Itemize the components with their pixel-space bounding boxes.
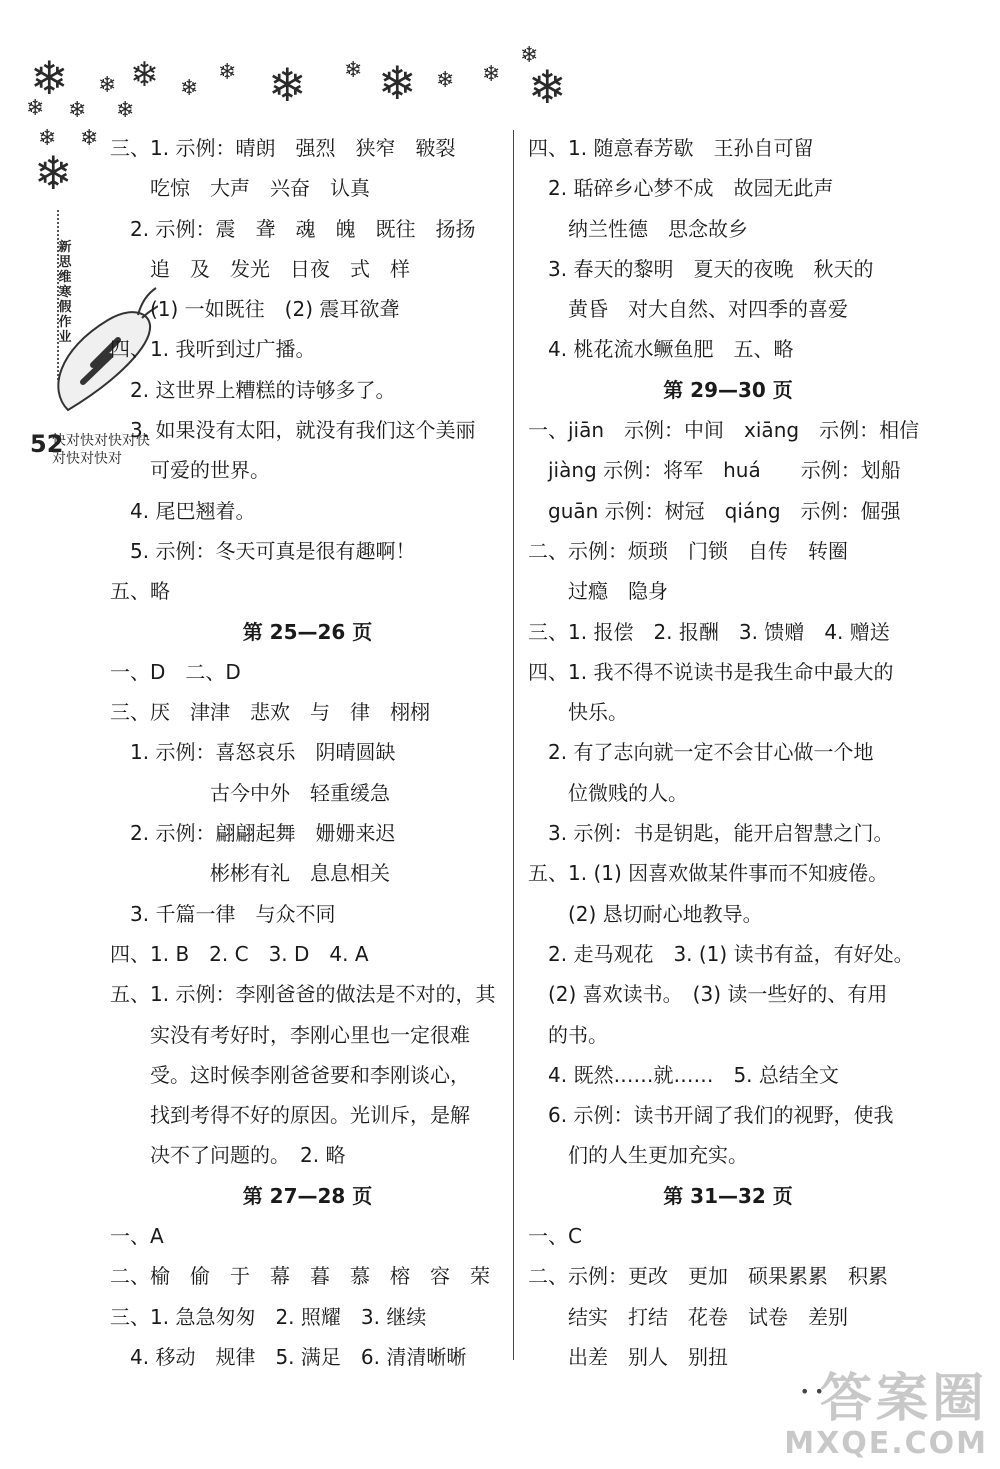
answer-line: 2. 聒碎乡心梦不成 故园无此声 [528, 176, 834, 201]
answer-line: 快乐。 [528, 700, 628, 725]
answer-line: 一、D 二、D [110, 659, 241, 684]
section-heading: 第 31—32 页 [663, 1183, 793, 1208]
answer-line: 二、榆 偷 于 幕 暮 慕 榕 容 荣 [110, 1264, 490, 1289]
snowflake-icon: ❄ [116, 98, 135, 123]
answer-line: 3. 如果没有太阳，就没有我们这个美丽 [110, 418, 476, 443]
answer-line: 4. 桃花流水鳜鱼肥 五、略 [528, 337, 794, 362]
answer-line: 一、C [528, 1224, 582, 1249]
answer-line: 可爱的世界。 [110, 458, 270, 483]
answer-line: 纳兰性德 思念故乡 [528, 216, 748, 241]
answer-line: 彬彬有礼 息息相关 [110, 861, 390, 886]
answer-line: 追 及 发光 日夜 式 样 [110, 256, 410, 281]
answer-line: 二、示例：烦琐 门锁 自传 转圈 [528, 538, 848, 563]
section-heading: 第 29—30 页 [663, 377, 793, 402]
watermark-logo: 答案圈 [819, 1369, 988, 1429]
answer-line: 4. 既然……就…… 5. 总结全文 [528, 1062, 839, 1087]
right-answer-column [528, 128, 928, 1377]
snowflake-icon: ❄ [80, 126, 99, 151]
answer-line: 4. 移动 规律 5. 满足 6. 清清晰晰 [110, 1344, 467, 1369]
snowflake-icon: ❄ [34, 146, 73, 200]
snowflake-icon: ❄ [482, 62, 501, 87]
answer-line: 四、1. B 2. C 3. D 4. A [110, 941, 369, 966]
snowflake-icon: ❄ [344, 58, 363, 83]
answer-line: 五、1. 示例：李刚爸爸的做法是不对的，其 [110, 982, 496, 1007]
answer-line: guān 示例：树冠 qiáng 示例：倔强 [528, 498, 901, 523]
answer-line: 四、1. 我不得不说读书是我生命中最大的 [528, 659, 894, 684]
answer-line: 找到考得不好的原因。光训斥，是解 [110, 1103, 470, 1128]
answer-line: 受。这时候李刚爸爸要和李刚谈心， [110, 1062, 470, 1087]
section-heading: 第 27—28 页 [242, 1183, 373, 1208]
answer-line: 决不了问题的。 2. 略 [110, 1143, 346, 1168]
watermark-url: MXQE.COM [784, 1426, 988, 1461]
watermark [784, 1371, 988, 1461]
page-number: 52 [30, 430, 64, 458]
answer-line: 5. 示例：冬天可真是很有趣啊！ [110, 538, 416, 563]
answer-line: (1) 一如既往 (2) 震耳欲聋 [110, 297, 400, 322]
section-heading: 第 25—26 页 [242, 619, 373, 644]
answer-line: 2. 示例：翩翩起舞 姗姗来迟 [110, 821, 396, 846]
answer-line: 2. 有了志向就一定不会甘心做一个地 [528, 740, 874, 765]
left-answer-column [110, 128, 505, 1377]
snowflake-icon: ❄ [218, 60, 237, 85]
answer-line: 二、示例：更改 更加 硕果累累 积累 [528, 1264, 888, 1289]
answer-line: 三、1. 报偿 2. 报酬 3. 馈赠 4. 赠送 [528, 619, 890, 644]
answer-line: 3. 示例：书是钥匙，能开启智慧之门。 [528, 821, 894, 846]
answer-line: 三、厌 津津 悲欢 与 律 栩栩 [110, 700, 430, 725]
answer-line: 实没有考好时，李刚心里也一定很难 [110, 1022, 470, 1047]
snowflake-icon: ❄ [436, 68, 455, 93]
snowflake-icon: ❄ [38, 126, 57, 151]
answer-line: 三、1. 示例：晴朗 强烈 狭窄 皲裂 [110, 136, 456, 160]
answer-line: jiàng 示例：将军 huá 示例：划船 [528, 458, 901, 483]
answer-line: 3. 千篇一律 与众不同 [110, 901, 336, 926]
answer-line: 五、1. (1) 因喜欢做某件事而不知疲倦。 [528, 861, 889, 886]
answer-line: 的书。 [528, 1022, 608, 1047]
answer-line: 过瘾 隐身 [528, 579, 668, 604]
answer-line: 四、1. 我听到过广播。 [110, 337, 316, 362]
answer-line: 结实 打结 花卷 试卷 差别 [528, 1304, 848, 1329]
answer-line: 6. 示例：读书开阔了我们的视野，使我 [528, 1103, 894, 1128]
snowflake-icon: ❄ [528, 60, 567, 114]
answer-line: 们的人生更加充实。 [528, 1143, 748, 1168]
snowflake-icon: ❄ [68, 98, 87, 123]
column-divider [513, 130, 514, 1360]
snowflake-icon: ❄ [378, 56, 417, 110]
snowflake-icon: ❄ [268, 58, 307, 112]
answer-line: (2) 恳切耐心地教导。 [528, 901, 763, 926]
decorative-dots: • • [800, 1382, 824, 1401]
answer-line: 3. 春天的黎明 夏天的夜晚 秋天的 [528, 256, 874, 281]
answer-line: 2. 示例：震 聋 魂 魄 既往 扬扬 [110, 216, 476, 241]
answer-line: 古今中外 轻重缓急 [110, 780, 390, 805]
snowflake-icon: ❄ [180, 76, 199, 101]
answer-line: 吃惊 大声 兴奋 认真 [110, 176, 370, 201]
answer-line: 4. 尾巴翘着。 [110, 498, 256, 523]
answer-line: 一、jiān 示例：中间 xiāng 示例：相信 [528, 418, 920, 443]
answer-line: 三、1. 急急匆匆 2. 照耀 3. 继续 [110, 1304, 427, 1329]
sidebar-slogan: 快对快对快对快对快对快对 [52, 433, 150, 467]
snowflake-icon: ❄ [520, 43, 539, 68]
answer-line: 出差 别人 别扭 [528, 1344, 728, 1369]
snowflake-icon: ❄ [30, 51, 69, 105]
answer-line: 一、A [110, 1224, 164, 1249]
answer-line: 四、1. 随意春芳歇 王孙自可留 [528, 136, 814, 160]
snowflake-icon: ❄ [26, 96, 45, 121]
answer-line: (2) 喜欢读书。 (3) 读一些好的、有用 [528, 982, 888, 1007]
snowflake-icon: ❄ [130, 55, 159, 95]
answer-line: 2. 这世界上糟糕的诗够多了。 [110, 377, 396, 402]
answer-line: 五、略 [110, 579, 170, 604]
sidebar-title: 新思维寒假作业 [58, 240, 72, 345]
snowflake-icon: ❄ [98, 73, 117, 98]
answer-line: 2. 走马观花 3. (1) 读书有益，有好处。 [528, 941, 914, 966]
answer-line: 1. 示例：喜怒哀乐 阴晴圆缺 [110, 740, 396, 765]
answer-line: 位微贱的人。 [528, 780, 688, 805]
answer-line: 黄昏 对大自然、对四季的喜爱 [528, 297, 848, 322]
